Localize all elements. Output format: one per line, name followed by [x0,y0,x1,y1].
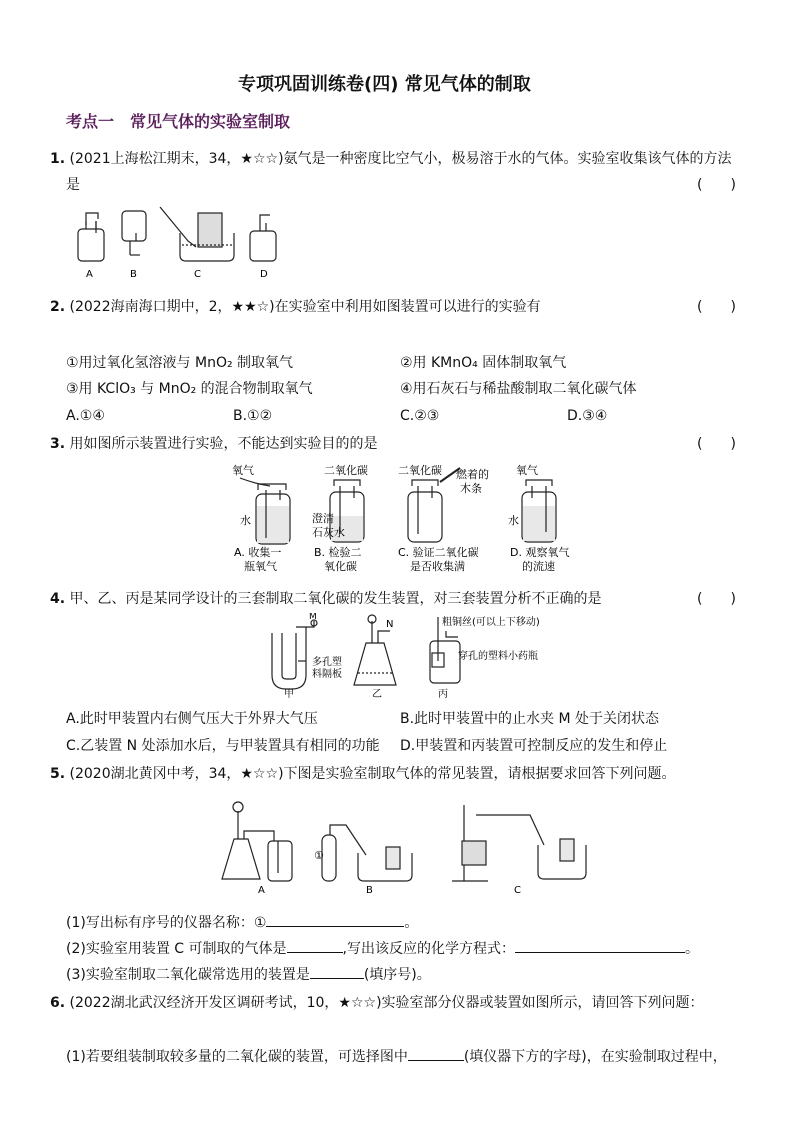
question-number: 6. [50,995,66,1011]
fig-bing: 丙 [438,689,448,699]
q5-sub-2-text-a: (2)实验室用装置 C 可制取的气体是 [66,941,287,957]
question-6-text [50,992,704,1012]
question-4-text [50,588,602,608]
fig-plate-1: 多孔塑 [312,657,342,668]
answer-parenthesis: ( ) [697,299,736,315]
limewater-label-2: 石灰水 [312,526,345,539]
question-stem: 用如图所示装置进行实验，不能达到实验目的的是 [69,436,378,452]
fig-label-a: A [86,269,93,280]
water-label-a: 水 [240,514,251,527]
fig-wire: 粗铜丝(可以上下移动) [442,617,540,628]
q5-sub-3-text-a: (3)实验室制取二氧化碳常选用的装置是 [66,967,310,983]
question-stem: (2022湖北武汉经济开发区调研考试，10，★☆☆)实验室部分仪器或装置如图所示，请回答下列问题： [69,995,704,1011]
caption-c-1: C. 验证二氧化碳 [398,546,479,559]
q6-sub-1-text-a: (1)若要组装制取较多量的二氧化碳的装置，可选择图中 [66,1049,408,1065]
question-number: 1. [50,151,66,167]
gas-label-c: 二氧化碳 [398,464,442,477]
q1-figure [70,203,290,283]
q6-sub-1-text-b: (填仪器下方的字母)，在实验制取过程中， [463,1049,727,1065]
fig-jia: 甲 [284,689,294,699]
question-2-text [50,296,541,316]
limewater-label-1: 澄清 [312,512,334,525]
option-b[interactable]: B.①② [233,408,273,424]
option-a[interactable]: A.此时甲装置内右侧气压大于外界大气压 [66,711,318,727]
caption-d-2: 的流速 [522,560,555,573]
question-number: 5. [50,766,66,782]
question-number: 2. [50,299,66,315]
section-heading: 考点一 常见气体的实验室制取 [66,112,291,131]
option-d[interactable]: D.甲装置和丙装置可控制反应的发生和停止 [400,738,668,754]
fig-m: M [309,613,317,622]
option-d[interactable]: D.③④ [567,408,608,424]
statement-2: ②用 KMnO₄ 固体制取氧气 [400,355,567,371]
q3-figure [226,462,596,576]
answer-blank[interactable] [408,1046,464,1061]
statement-4: ④用石灰石与稀盐酸制取二氧化碳气体 [400,381,637,397]
water-label-d: 水 [508,514,519,527]
question-3-text [50,433,378,453]
question-1-text [50,148,732,168]
stick-label-2: 木条 [460,482,482,495]
option-c[interactable]: C.②③ [400,408,440,424]
fig-label-c: C [514,885,521,895]
answer-parenthesis: ( ) [697,591,736,607]
q5-sub-2-end: 。 [684,941,699,957]
q5-sub-2 [66,938,699,958]
fig-bottle: 穿孔的塑料小药瓶 [458,651,538,662]
caption-a-2: 瓶氧气 [244,560,277,573]
caption-b-1: B. 检验二 [314,546,362,559]
q5-figure [218,795,588,895]
fig-yi: 乙 [372,689,382,699]
fig-label-c: C [194,269,201,280]
question-number: 3. [50,436,66,452]
fig-label-a: A [258,885,265,895]
q5-sub-3-text-b: (填序号)。 [363,967,431,983]
statement-3: ③用 KClO₃ 与 MnO₂ 的混合物制取氧气 [66,381,313,397]
fig-plate-2: 料隔板 [312,669,342,680]
option-b[interactable]: B.此时甲装置中的止水夹 M 处于关闭状态 [400,711,660,727]
q5-sub-3 [66,964,431,984]
page-title: 专项巩固训练卷(四) 常见气体的制取 [238,74,531,95]
stick-label-1: 燃着的 [456,468,489,481]
question-stem: (2022海南海口期中，2，★★☆)在实验室中利用如图装置可以进行的实验有 [69,299,541,315]
q5-sub-1-end: 。 [404,915,419,931]
option-a[interactable]: A.①④ [66,408,105,424]
caption-b-2: 氧化碳 [324,560,357,573]
gas-label-a: 氧气 [232,464,254,477]
answer-blank[interactable] [287,938,343,953]
answer-blank[interactable] [310,964,364,979]
fig-circle-1: ① [314,849,324,862]
question-stem: 甲、乙、丙是某同学设计的三套制取二氧化碳的发生装置，对三套装置分析不正确的是 [69,591,602,607]
caption-d-1: D. 观察氧气 [510,546,570,559]
caption-c-2: 是否收集满 [410,560,465,573]
answer-blank[interactable] [266,912,404,927]
answer-blank[interactable] [515,938,685,953]
q5-sub-1 [66,912,418,932]
statement-1: ①用过氧化氢溶液与 MnO₂ 制取氧气 [66,355,294,371]
gas-label-d: 氧气 [516,464,538,477]
fig-label-b: B [130,269,137,280]
fig-label-b: B [366,885,373,895]
q5-sub-2-text-b: ,写出该反应的化学方程式： [342,941,515,957]
question-number: 4. [50,591,66,607]
fig-label-d: D [260,269,268,280]
q5-sub-1-text: (1)写出标有序号的仪器名称：① [66,915,267,931]
answer-parenthesis: ( ) [697,436,736,452]
caption-a-1: A. 收集一 [234,546,282,559]
q6-sub-1 [66,1046,727,1066]
q4-figure [262,613,562,699]
question-5-text [50,763,676,783]
fig-n: N [386,619,394,630]
question-stem: (2021上海松江期末，34，★☆☆)氨气是一种密度比空气小，极易溶于水的气体。实验室收集该气体的方法 [69,151,732,167]
question-1-line2: 是 [66,177,80,193]
question-stem: (2020湖北黄冈中考，34，★☆☆)下图是实验室制取气体的常见装置，请根据要求回答下列问题。 [69,766,676,782]
option-c[interactable]: C.乙装置 N 处添加水后，与甲装置具有相同的功能 [66,738,380,754]
gas-label-b: 二氧化碳 [324,464,368,477]
answer-parenthesis: ( ) [697,177,736,193]
